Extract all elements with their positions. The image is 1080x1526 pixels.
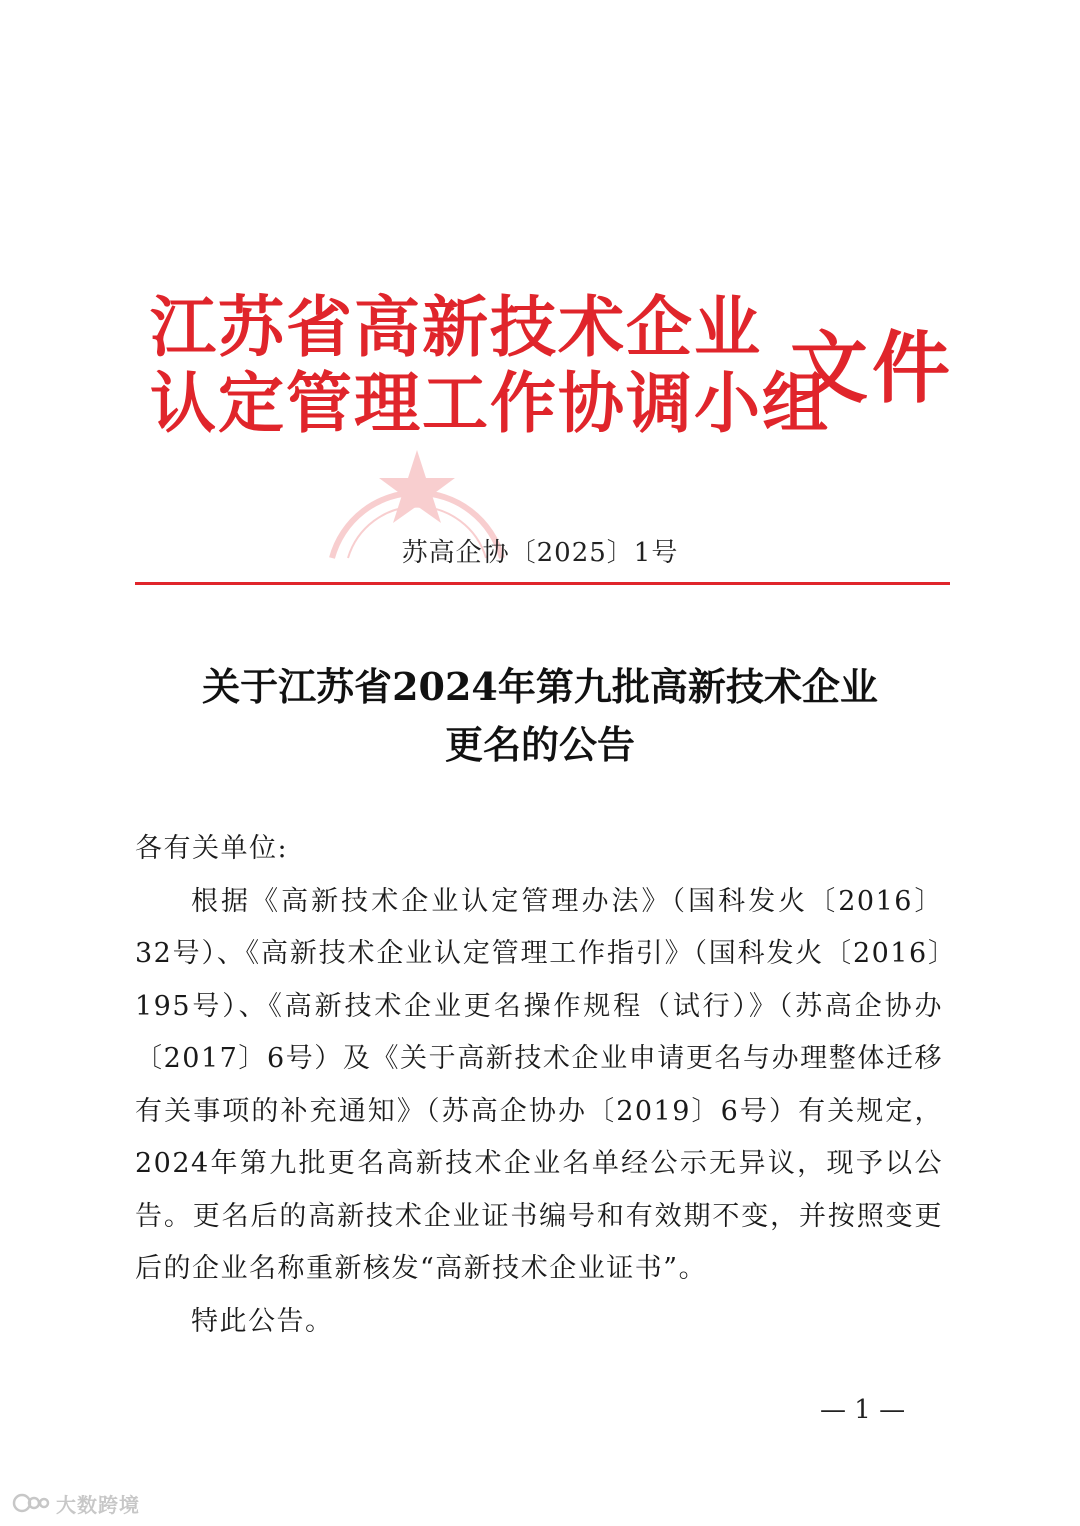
watermark-text: 大数跨境 <box>56 1492 140 1517</box>
announcement-title <box>0 658 1080 774</box>
logo-icon <box>12 1491 50 1515</box>
document-header <box>150 289 955 450</box>
red-divider-line <box>135 582 950 585</box>
organization-line-2: 认定管理工作协调小组 <box>150 365 830 442</box>
document-type-label: 文件 <box>790 324 955 414</box>
page-number: — 1 — <box>820 1395 906 1425</box>
main-paragraph: 根据《高新技术企业认定管理办法》（国科发火〔2016〕32号）、《高新技术企业认定管理工作指引》（国科发火〔2016〕195号）、《高新技术企业更名操作规程（试行）》（苏高企协办〔2017〕6号）及《关于高新技术企业申请更名与办理整体迁移有关事项的补充通知》（苏高企协办〔2019〕6号）有关规定，2024年第九批更名高新技术企业名单经公示无异议，现予以公告。更名后的高新技术企业证书编号和有效期不变，并按照变更后的企业名称重新核发“高新技术企业证书”。 <box>135 885 943 1284</box>
salutation: 各有关单位: <box>135 833 289 864</box>
announcement-body <box>135 823 943 1348</box>
watermark <box>12 1488 140 1518</box>
title-line-1: 关于江苏省2024年第九批高新技术企业 <box>202 664 878 709</box>
closing-statement: 特此公告。 <box>191 1305 334 1337</box>
organization-line-1: 江苏省高新技术企业 <box>150 289 762 366</box>
title-line-2: 更名的公告 <box>444 722 635 767</box>
document-number: 苏高企协〔2025〕1号 <box>401 538 679 568</box>
